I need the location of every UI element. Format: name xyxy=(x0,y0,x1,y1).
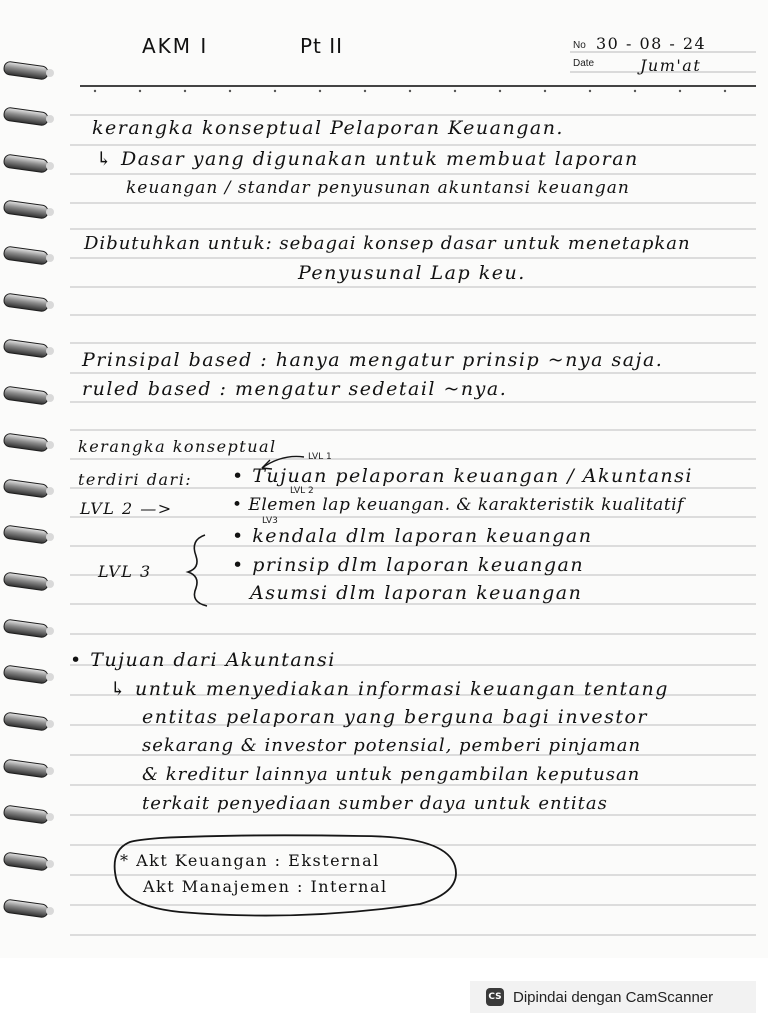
note-line-12-lead: LVL 3 xyxy=(98,562,152,581)
note-line-18: & kreditur lainnya untuk pengambilan keputusan xyxy=(142,764,641,785)
lvl-3-note: LV3 xyxy=(262,516,278,526)
camscanner-watermark xyxy=(470,981,756,1013)
note-line-3: keuangan / standar penyusunan akuntansi keuangan xyxy=(126,178,630,198)
date-label: Date xyxy=(573,58,595,69)
note-line-6: Prinsipal based : hanya mengatur prinsip ~nya saja. xyxy=(82,349,664,371)
lvl-1-note: LVL 1 xyxy=(308,452,332,462)
camscanner-icon: CS xyxy=(486,988,504,1006)
note-line-8: kerangka konseptual xyxy=(78,437,277,456)
note-line-9-lead: terdiri dari: xyxy=(78,470,193,489)
note-line-2: ↳ Dasar yang digunakan untuk membuat laporan xyxy=(96,148,639,170)
note-line-10: • Elemen lap keuangan. & karakteristik kualitatif xyxy=(232,495,684,515)
akt-manajemen-note: Akt Manajemen : Internal xyxy=(143,877,388,896)
subject-title: AKM I xyxy=(142,34,209,58)
note-line-1: kerangka konseptual Pelaporan Keuangan. xyxy=(92,117,564,139)
note-line-13: Asumsi dlm laporan keuangan xyxy=(250,582,583,604)
note-line-19: terkait penyediaan sumber daya untuk entitas xyxy=(142,793,608,814)
lvl-2-note: LVL 2 xyxy=(290,486,314,496)
note-line-9: • Tujuan pelaporan keuangan / Akuntansi xyxy=(232,465,693,487)
no-value: 30 - 08 - 24 xyxy=(596,34,707,53)
akt-keuangan-note: * Akt Keuangan : Eksternal xyxy=(120,851,380,870)
session-title: Pt II xyxy=(300,34,344,58)
note-line-17: sekarang & investor potensial, pemberi pinjaman xyxy=(142,735,642,756)
note-line-7: ruled based : mengatur sedetail ~nya. xyxy=(82,378,508,400)
note-line-16: entitas pelaporan yang berguna bagi investor xyxy=(142,706,649,728)
camscanner-text: Dipindai dengan CamScanner xyxy=(513,988,714,1006)
note-line-10-lead: LVL 2 —> xyxy=(80,499,173,518)
note-line-14: • Tujuan dari Akuntansi xyxy=(70,649,336,671)
date-value: Jum'at xyxy=(640,56,702,75)
note-line-15: ↳ untuk menyediakan informasi keuangan tentang xyxy=(110,678,669,700)
note-line-11: • kendala dlm laporan keuangan xyxy=(232,525,593,547)
note-line-12: • prinsip dlm laporan keuangan xyxy=(232,554,585,576)
note-line-5: Penyusunal Lap keu. xyxy=(298,262,526,284)
spiral-binding xyxy=(0,0,60,958)
no-label: No xyxy=(573,40,586,51)
note-line-4: Dibutuhkan untuk: sebagai konsep dasar untuk menetapkan xyxy=(84,233,691,254)
